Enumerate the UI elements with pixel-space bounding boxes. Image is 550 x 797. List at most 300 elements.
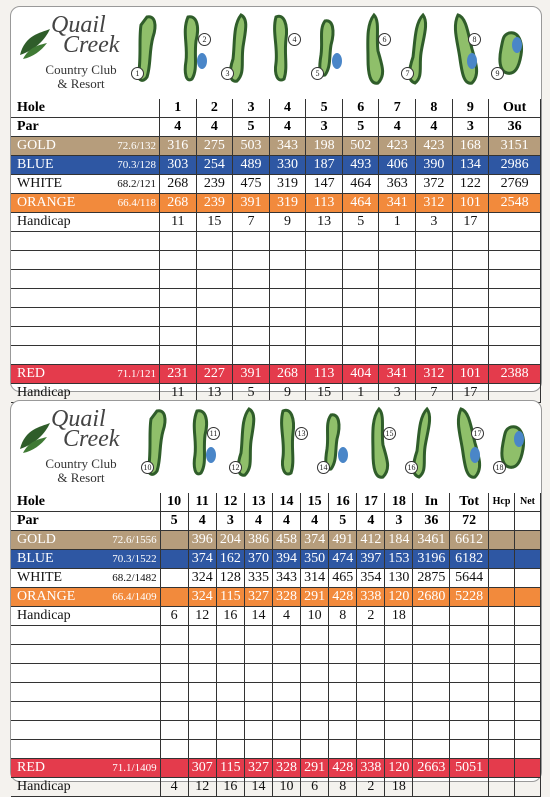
score-entry-cell[interactable] (11, 289, 160, 308)
score-entry-cell[interactable] (160, 664, 188, 683)
score-entry-cell[interactable] (11, 721, 160, 740)
hole-number: 13 (244, 493, 272, 512)
score-entry-cell[interactable] (196, 270, 233, 289)
yardage: 128 (216, 569, 244, 588)
hole-label (11, 493, 160, 512)
water-hazard (197, 53, 207, 69)
tee-name: Hole (17, 494, 45, 509)
score-entry-cell[interactable] (11, 626, 160, 645)
score-entry-cell[interactable] (160, 289, 197, 308)
tee-label (11, 365, 160, 384)
hole-number-badge: 10 (141, 461, 154, 474)
score-entry-cell[interactable] (357, 721, 385, 740)
score-entry-cell[interactable] (160, 327, 197, 346)
hole-number: 16 (329, 493, 357, 512)
handicap-value: 6 (160, 607, 188, 626)
score-entry-cell[interactable] (413, 740, 450, 759)
score-entry-cell[interactable] (301, 626, 329, 645)
handicap-value: 4 (160, 778, 188, 797)
par-value: 4 (269, 118, 306, 137)
score-entry-cell[interactable] (342, 308, 379, 327)
score-entry-cell[interactable] (357, 702, 385, 721)
yardage: 307 (188, 759, 216, 778)
yardage: 335 (244, 569, 272, 588)
score-entry-cell[interactable] (489, 270, 541, 289)
tee-name: BLUE (17, 551, 54, 566)
score-entry-cell[interactable] (160, 721, 188, 740)
handicap-value: 14 (244, 778, 272, 797)
yardage: 134 (452, 156, 489, 175)
score-entry-cell[interactable] (385, 683, 413, 702)
score-entry-cell[interactable] (385, 645, 413, 664)
score-entry-cell[interactable] (416, 327, 453, 346)
score-entry-cell[interactable] (160, 683, 188, 702)
score-entry-cell[interactable] (306, 346, 343, 365)
score-entry-cell[interactable] (489, 702, 515, 721)
score-entry-cell[interactable] (11, 251, 160, 270)
hole-diagram-16 (405, 405, 443, 490)
score-entry-cell[interactable] (342, 251, 379, 270)
score-entry-cell[interactable] (196, 346, 233, 365)
score-entry-cell[interactable] (11, 702, 160, 721)
handicap-value: 6 (301, 778, 329, 797)
yardage-total: 2986 (489, 156, 541, 175)
back-score-table (11, 493, 541, 797)
score-entry-cell[interactable] (188, 740, 216, 759)
tee-name: Handicap (17, 385, 71, 400)
score-entry-cell[interactable] (244, 626, 272, 645)
score-entry-cell[interactable] (244, 664, 272, 683)
score-entry-cell[interactable] (196, 289, 233, 308)
score-entry-cell[interactable] (416, 232, 453, 251)
score-entry-cell[interactable] (11, 308, 160, 327)
score-entry-row (11, 251, 541, 270)
score-entry-cell[interactable] (11, 645, 160, 664)
par-value: 4 (272, 512, 300, 531)
score-entry-cell[interactable] (413, 626, 450, 645)
score-entry-cell[interactable] (196, 308, 233, 327)
score-entry-cell[interactable] (329, 721, 357, 740)
score-entry-cell[interactable] (196, 232, 233, 251)
tee-rating: 72.6/132 (117, 140, 157, 152)
yardage: 187 (306, 156, 343, 175)
score-entry-cell[interactable] (188, 664, 216, 683)
par-value: 4 (244, 512, 272, 531)
handicap-value: 18 (385, 778, 413, 797)
score-entry-cell[interactable] (11, 232, 160, 251)
handicap-value: 7 (233, 213, 270, 232)
score-entry-cell[interactable] (216, 740, 244, 759)
score-entry-cell[interactable] (416, 270, 453, 289)
score-entry-cell[interactable] (515, 683, 541, 702)
score-entry-cell[interactable] (452, 251, 489, 270)
score-entry-cell[interactable] (216, 702, 244, 721)
score-entry-cell[interactable] (244, 721, 272, 740)
yardage: 386 (244, 531, 272, 550)
hole-number-badge: 8 (468, 33, 481, 46)
score-entry-cell[interactable] (272, 645, 300, 664)
score-entry-cell[interactable] (379, 232, 416, 251)
score-entry-cell[interactable] (306, 289, 343, 308)
score-entry-cell[interactable] (188, 721, 216, 740)
yardage: 115 (216, 588, 244, 607)
score-entry-cell[interactable] (379, 327, 416, 346)
score-entry-cell[interactable] (244, 645, 272, 664)
score-entry-cell[interactable] (452, 308, 489, 327)
score-entry-cell[interactable] (413, 664, 450, 683)
yardage: 231 (160, 365, 197, 384)
score-entry-cell[interactable] (450, 702, 489, 721)
score-entry-cell[interactable] (269, 308, 306, 327)
score-entry-cell[interactable] (450, 683, 489, 702)
front-score-table (11, 99, 541, 403)
out-header: Out (489, 99, 541, 118)
in-header: In (413, 493, 450, 512)
yardage-tot: 5051 (450, 759, 489, 778)
score-entry-cell[interactable] (357, 626, 385, 645)
score-entry-cell[interactable] (515, 702, 541, 721)
score-entry-cell[interactable] (188, 702, 216, 721)
score-entry-cell[interactable] (272, 721, 300, 740)
score-entry-cell[interactable] (216, 664, 244, 683)
score-entry-cell[interactable] (11, 327, 160, 346)
par-value: 4 (416, 118, 453, 137)
score-entry-cell[interactable] (11, 740, 160, 759)
score-entry-cell[interactable] (160, 251, 197, 270)
score-entry-cell[interactable] (385, 721, 413, 740)
score-entry-cell[interactable] (306, 327, 343, 346)
score-entry-cell[interactable] (269, 327, 306, 346)
score-entry-cell[interactable] (11, 270, 160, 289)
score-entry-cell[interactable] (306, 232, 343, 251)
water-hazard (512, 37, 522, 53)
score-entry-cell[interactable] (342, 232, 379, 251)
yardage: 204 (216, 531, 244, 550)
score-entry-cell[interactable] (452, 327, 489, 346)
yardage: 404 (342, 365, 379, 384)
handicap-value: 16 (216, 778, 244, 797)
handicap-value: 2 (357, 778, 385, 797)
score-entry-cell[interactable] (452, 270, 489, 289)
hole-number: 1 (160, 99, 197, 118)
score-entry-row (11, 645, 541, 664)
score-entry-cell[interactable] (357, 664, 385, 683)
yardage: 374 (188, 550, 216, 569)
score-entry-cell[interactable] (233, 327, 270, 346)
score-entry-cell[interactable] (269, 251, 306, 270)
yardage (160, 531, 188, 550)
yardage: 406 (379, 156, 416, 175)
score-entry-cell[interactable] (379, 270, 416, 289)
score-entry-cell[interactable] (342, 327, 379, 346)
score-entry-cell[interactable] (379, 346, 416, 365)
score-entry-cell[interactable] (329, 702, 357, 721)
score-entry-cell[interactable] (329, 664, 357, 683)
yardage-tot: 5644 (450, 569, 489, 588)
yardage: 341 (379, 365, 416, 384)
yardage (160, 759, 188, 778)
score-entry-cell[interactable] (385, 626, 413, 645)
score-entry-cell[interactable] (413, 721, 450, 740)
yardage: 120 (385, 759, 413, 778)
score-entry-cell[interactable] (450, 664, 489, 683)
score-entry-cell[interactable] (489, 683, 515, 702)
score-entry-cell[interactable] (515, 664, 541, 683)
score-entry-cell[interactable] (329, 683, 357, 702)
score-entry-cell[interactable] (188, 645, 216, 664)
tee-name: WHITE (17, 570, 63, 585)
logo-subtitle: Country Club & Resort (45, 62, 117, 91)
score-entry-cell[interactable] (160, 308, 197, 327)
score-entry-cell[interactable] (385, 740, 413, 759)
yardage-total: 2388 (489, 365, 541, 384)
score-entry-cell[interactable] (272, 683, 300, 702)
front-header (11, 7, 541, 99)
score-entry-cell[interactable] (216, 721, 244, 740)
score-entry-cell[interactable] (413, 645, 450, 664)
hole-number: 3 (233, 99, 270, 118)
yardage: 475 (233, 175, 270, 194)
score-entry-cell[interactable] (416, 308, 453, 327)
score-entry-cell[interactable] (216, 626, 244, 645)
score-entry-cell[interactable] (301, 683, 329, 702)
tee-rating: 66.4/118 (117, 197, 157, 209)
par-value: 5 (342, 118, 379, 137)
score-entry-cell[interactable] (385, 702, 413, 721)
logo-name: Quail Creek (51, 12, 120, 58)
yardage: 122 (452, 175, 489, 194)
score-entry-cell[interactable] (188, 683, 216, 702)
score-entry-cell[interactable] (450, 645, 489, 664)
score-entry-cell[interactable] (329, 645, 357, 664)
hole-diagram-12 (229, 405, 267, 490)
score-entry-cell[interactable] (379, 289, 416, 308)
score-entry-cell[interactable] (188, 626, 216, 645)
score-entry-cell[interactable] (515, 626, 541, 645)
tee-label (11, 569, 160, 588)
score-entry-cell[interactable] (269, 289, 306, 308)
score-entry-cell[interactable] (233, 346, 270, 365)
score-entry-cell[interactable] (489, 664, 515, 683)
tee-row-gold (11, 137, 541, 156)
score-entry-cell[interactable] (357, 683, 385, 702)
handicap-total (489, 213, 541, 232)
handicap-value: 1 (342, 384, 379, 403)
empty-cell (515, 607, 541, 626)
tee-rating: 68.2/121 (117, 178, 157, 190)
yardage: 328 (272, 759, 300, 778)
yardage: 130 (385, 569, 413, 588)
score-entry-cell[interactable] (301, 702, 329, 721)
score-entry-cell[interactable] (413, 702, 450, 721)
score-entry-cell[interactable] (329, 740, 357, 759)
tee-name: GOLD (17, 138, 56, 153)
yardage-in: 3461 (413, 531, 450, 550)
score-entry-cell[interactable] (11, 664, 160, 683)
yardage: 363 (379, 175, 416, 194)
score-entry-cell[interactable] (416, 289, 453, 308)
score-entry-cell[interactable] (269, 346, 306, 365)
score-entry-cell[interactable] (160, 702, 188, 721)
handicap-value: 5 (233, 384, 270, 403)
yardage-in: 2680 (413, 588, 450, 607)
score-entry-cell[interactable] (301, 664, 329, 683)
water-hazard (206, 447, 216, 463)
back-nine-scorecard (10, 400, 542, 794)
net-cell (515, 588, 541, 607)
handicap-value: 9 (269, 384, 306, 403)
score-entry-cell[interactable] (342, 270, 379, 289)
score-entry-cell[interactable] (489, 327, 541, 346)
score-entry-cell[interactable] (515, 721, 541, 740)
score-entry-cell[interactable] (450, 740, 489, 759)
score-entry-cell[interactable] (160, 626, 188, 645)
hole-number-badge: 14 (317, 461, 330, 474)
score-entry-cell[interactable] (452, 346, 489, 365)
score-entry-cell[interactable] (306, 270, 343, 289)
yardage: 502 (342, 137, 379, 156)
tee-label (11, 137, 160, 156)
hole-diagram-11 (185, 405, 223, 490)
score-entry-cell[interactable] (489, 289, 541, 308)
yardage: 312 (416, 365, 453, 384)
score-entry-cell[interactable] (385, 664, 413, 683)
score-entry-cell[interactable] (272, 702, 300, 721)
tee-label (11, 759, 160, 778)
score-entry-cell[interactable] (416, 346, 453, 365)
score-entry-cell[interactable] (489, 232, 541, 251)
score-entry-cell[interactable] (515, 645, 541, 664)
score-entry-cell[interactable] (413, 683, 450, 702)
score-entry-row (11, 740, 541, 759)
score-entry-cell[interactable] (342, 346, 379, 365)
tee-label (11, 156, 160, 175)
score-entry-cell[interactable] (357, 645, 385, 664)
score-entry-row (11, 702, 541, 721)
score-entry-cell[interactable] (196, 251, 233, 270)
score-entry-cell[interactable] (329, 626, 357, 645)
score-entry-cell[interactable] (269, 270, 306, 289)
yardage: 338 (357, 759, 385, 778)
score-entry-cell[interactable] (11, 346, 160, 365)
hole-number-badge: 15 (383, 427, 396, 440)
yardage-tot: 6612 (450, 531, 489, 550)
score-entry-cell[interactable] (489, 740, 515, 759)
handicap-value: 13 (306, 213, 343, 232)
score-entry-cell[interactable] (306, 251, 343, 270)
score-entry-cell[interactable] (342, 289, 379, 308)
score-entry-cell[interactable] (489, 346, 541, 365)
score-entry-cell[interactable] (244, 683, 272, 702)
score-entry-cell[interactable] (233, 308, 270, 327)
par-value: 4 (196, 118, 233, 137)
score-entry-row (11, 346, 541, 365)
handicap-value: 4 (272, 607, 300, 626)
score-entry-cell[interactable] (233, 270, 270, 289)
hole-number-badge: 6 (378, 33, 391, 46)
tee-name: RED (17, 366, 45, 381)
score-entry-cell[interactable] (489, 645, 515, 664)
tee-label (11, 550, 160, 569)
score-entry-cell[interactable] (196, 327, 233, 346)
score-entry-cell[interactable] (379, 308, 416, 327)
fairway-icon (176, 11, 214, 91)
net-cell (515, 569, 541, 588)
yardage: 493 (342, 156, 379, 175)
hcp-cell (489, 531, 515, 550)
tot-header: Tot (450, 493, 489, 512)
score-entry-cell[interactable] (216, 645, 244, 664)
score-entry-cell[interactable] (379, 251, 416, 270)
score-entry-cell[interactable] (489, 308, 541, 327)
score-entry-cell[interactable] (272, 740, 300, 759)
score-entry-cell[interactable] (452, 289, 489, 308)
yardage: 316 (160, 137, 197, 156)
yardage: 370 (244, 550, 272, 569)
score-entry-cell[interactable] (515, 740, 541, 759)
hole-number-badge: 17 (471, 427, 484, 440)
score-entry-cell[interactable] (357, 740, 385, 759)
score-entry-cell[interactable] (160, 740, 188, 759)
score-entry-cell[interactable] (416, 251, 453, 270)
yardage: 291 (301, 759, 329, 778)
par-value: 5 (233, 118, 270, 137)
yardage: 319 (269, 175, 306, 194)
handicap-value: 15 (306, 384, 343, 403)
score-entry-cell[interactable] (244, 740, 272, 759)
score-entry-cell[interactable] (301, 740, 329, 759)
score-entry-cell[interactable] (489, 626, 515, 645)
score-entry-cell[interactable] (160, 232, 197, 251)
score-entry-cell[interactable] (216, 683, 244, 702)
score-entry-cell[interactable] (272, 664, 300, 683)
score-entry-cell[interactable] (160, 270, 197, 289)
score-entry-cell[interactable] (160, 346, 197, 365)
hole-number: 4 (269, 99, 306, 118)
hole-number: 5 (306, 99, 343, 118)
water-hazard (514, 431, 524, 447)
handicap-value: 8 (329, 778, 357, 797)
score-entry-cell[interactable] (233, 232, 270, 251)
score-entry-cell[interactable] (11, 683, 160, 702)
yardage: 391 (233, 365, 270, 384)
yardage: 184 (385, 531, 413, 550)
tee-row-red (11, 759, 541, 778)
score-entry-cell[interactable] (233, 251, 270, 270)
hole-row (11, 493, 541, 512)
fairway-icon (273, 405, 311, 485)
score-entry-cell[interactable] (489, 721, 515, 740)
score-entry-cell[interactable] (272, 626, 300, 645)
score-entry-cell[interactable] (306, 308, 343, 327)
score-entry-cell[interactable] (450, 626, 489, 645)
score-entry-cell[interactable] (452, 232, 489, 251)
score-entry-cell[interactable] (160, 645, 188, 664)
score-entry-cell[interactable] (233, 289, 270, 308)
score-entry-row (11, 289, 541, 308)
score-entry-cell[interactable] (450, 721, 489, 740)
tee-row-blue (11, 156, 541, 175)
score-entry-cell[interactable] (269, 232, 306, 251)
tee-row-orange (11, 588, 541, 607)
hcp-cell (489, 759, 515, 778)
club-logo (15, 407, 133, 493)
score-entry-cell[interactable] (244, 702, 272, 721)
score-entry-cell[interactable] (301, 645, 329, 664)
yardage: 227 (196, 365, 233, 384)
score-entry-cell[interactable] (489, 251, 541, 270)
score-entry-cell[interactable] (301, 721, 329, 740)
